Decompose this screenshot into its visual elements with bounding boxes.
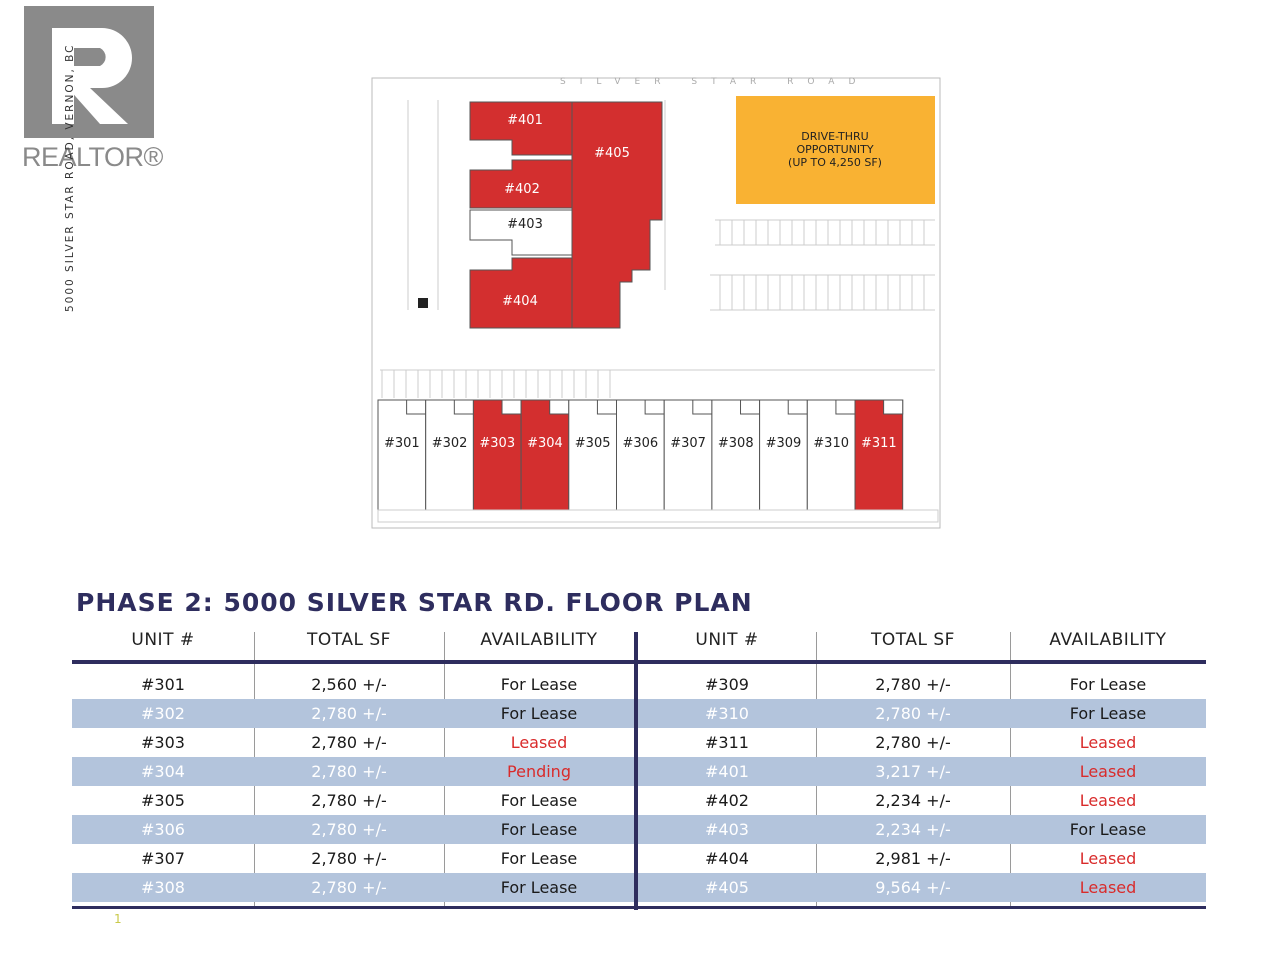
unit-label-405: #405 bbox=[594, 146, 630, 161]
table-cell-r-sf: 2,981 +/- bbox=[875, 849, 951, 868]
table-cell-l-unit: #308 bbox=[141, 878, 185, 897]
realtor-wordmark: REALTOR® bbox=[22, 142, 163, 172]
table-cell-r-unit: #309 bbox=[705, 675, 749, 694]
table-cell-r-avail: For Lease bbox=[1069, 704, 1147, 723]
table-cell-r-sf: 9,564 +/- bbox=[875, 878, 951, 897]
table-cell-l-avail: For Lease bbox=[500, 675, 578, 694]
header-sf-left: TOTAL SF bbox=[307, 630, 391, 650]
drive-thru-label-2: OPPORTUNITY bbox=[796, 143, 874, 156]
header-availability-right: AVAILABILITY bbox=[1049, 630, 1167, 650]
header-sf-right: TOTAL SF bbox=[871, 630, 955, 650]
table-cell-l-sf: 2,780 +/- bbox=[311, 791, 387, 810]
table-cell-r-sf: 2,780 +/- bbox=[875, 704, 951, 723]
unit-label-310: #310 bbox=[813, 436, 850, 451]
table-cell-r-unit: #401 bbox=[705, 762, 749, 781]
unit-label-306: #306 bbox=[622, 436, 659, 451]
table-row bbox=[72, 728, 1206, 757]
unit-label-401: #401 bbox=[507, 113, 543, 128]
unit-label-303: #303 bbox=[479, 436, 516, 451]
address-side-caption: 5000 SILVER STAR ROAD, VERNON, BC bbox=[64, 43, 76, 312]
table-cell-l-unit: #301 bbox=[141, 675, 185, 694]
unit-notch bbox=[836, 400, 855, 414]
unit-block-307 bbox=[664, 400, 712, 510]
unit-block-304 bbox=[521, 400, 569, 510]
table-cell-l-sf: 2,780 +/- bbox=[311, 733, 387, 752]
realtor-logo bbox=[24, 6, 154, 138]
table-cell-r-avail: For Lease bbox=[1069, 675, 1147, 694]
unit-label-402: #402 bbox=[504, 182, 540, 197]
unit-notch bbox=[454, 400, 473, 414]
table-cell-l-unit: #302 bbox=[141, 704, 185, 723]
unit-label-304: #304 bbox=[527, 436, 563, 451]
table-cell-l-sf: 2,780 +/- bbox=[311, 704, 387, 723]
table-cell-l-unit: #303 bbox=[141, 733, 185, 752]
transformer-marker bbox=[418, 298, 428, 308]
table-row bbox=[72, 844, 1206, 873]
table-cell-l-unit: #306 bbox=[141, 820, 185, 839]
unit-block-301 bbox=[378, 400, 426, 510]
header-availability-left: AVAILABILITY bbox=[480, 630, 598, 650]
table-cell-r-unit: #311 bbox=[705, 733, 749, 752]
drive-thru-label-1: DRIVE-THRU bbox=[801, 130, 869, 143]
unit-notch bbox=[502, 400, 521, 414]
road-label: SILVER STAR ROAD bbox=[560, 77, 870, 87]
table-row bbox=[72, 757, 1206, 786]
table-cell-r-avail: Leased bbox=[1079, 733, 1137, 752]
table-row bbox=[72, 873, 1206, 902]
table-cell-l-avail: For Lease bbox=[500, 704, 578, 723]
table-cell-l-avail: Pending bbox=[507, 762, 571, 781]
unit-notch bbox=[407, 400, 426, 414]
table-cell-l-sf: 2,780 +/- bbox=[311, 820, 387, 839]
unit-label-403: #403 bbox=[507, 217, 543, 232]
unit-label-309: #309 bbox=[765, 436, 802, 451]
table-cell-r-avail: For Lease bbox=[1069, 820, 1147, 839]
table-cell-r-sf: 2,234 +/- bbox=[875, 820, 951, 839]
unit-notch bbox=[645, 400, 664, 414]
availability-table bbox=[72, 626, 1206, 910]
unit-label-302: #302 bbox=[431, 436, 468, 451]
table-cell-r-avail: Leased bbox=[1079, 762, 1137, 781]
unit-block-305 bbox=[569, 400, 617, 510]
table-cell-l-unit: #307 bbox=[141, 849, 185, 868]
unit-notch bbox=[693, 400, 712, 414]
table-cell-r-unit: #402 bbox=[705, 791, 749, 810]
table-cell-l-unit: #305 bbox=[141, 791, 185, 810]
table-center-divider bbox=[634, 632, 638, 910]
sidewalk bbox=[378, 510, 938, 522]
unit-block-404 bbox=[470, 258, 572, 328]
table-cell-r-sf: 3,217 +/- bbox=[875, 762, 951, 781]
table-cell-l-sf: 2,780 +/- bbox=[311, 849, 387, 868]
table-cell-r-unit: #404 bbox=[705, 849, 749, 868]
table-row bbox=[72, 699, 1206, 728]
unit-notch bbox=[597, 400, 616, 414]
table-cell-l-avail: Leased bbox=[510, 733, 568, 752]
table-cell-r-sf: 2,780 +/- bbox=[875, 733, 951, 752]
table-bottom-rule bbox=[72, 906, 1206, 909]
unit-block-405 bbox=[572, 102, 662, 328]
table-row bbox=[72, 815, 1206, 844]
unit-block-302 bbox=[426, 400, 474, 510]
page-number: 1 bbox=[114, 912, 122, 926]
unit-label-308: #308 bbox=[717, 436, 754, 451]
table-row bbox=[72, 670, 1206, 699]
unit-label-404: #404 bbox=[502, 294, 538, 309]
unit-notch bbox=[741, 400, 760, 414]
unit-label-311: #311 bbox=[860, 436, 897, 451]
drive-thru-label-3: (UP TO 4,250 SF) bbox=[788, 156, 882, 169]
table-cell-l-sf: 2,780 +/- bbox=[311, 762, 387, 781]
unit-notch bbox=[550, 400, 569, 414]
table-cell-r-avail: Leased bbox=[1079, 849, 1137, 868]
header-rule bbox=[72, 660, 1206, 664]
table-cell-r-unit: #405 bbox=[705, 878, 749, 897]
table-cell-l-avail: For Lease bbox=[500, 820, 578, 839]
unit-block-311 bbox=[855, 400, 903, 510]
table-cell-l-unit: #304 bbox=[141, 762, 185, 781]
table-cell-l-avail: For Lease bbox=[500, 849, 578, 868]
table-cell-l-avail: For Lease bbox=[500, 878, 578, 897]
unit-notch bbox=[788, 400, 807, 414]
unit-label-305: #305 bbox=[574, 436, 611, 451]
table-cell-l-sf: 2,560 +/- bbox=[311, 675, 387, 694]
table-cell-r-avail: Leased bbox=[1079, 878, 1137, 897]
unit-label-301: #301 bbox=[383, 436, 420, 451]
table-cell-r-unit: #403 bbox=[705, 820, 749, 839]
unit-block-401 bbox=[470, 102, 572, 155]
unit-block-308 bbox=[712, 400, 760, 510]
unit-notch bbox=[884, 400, 903, 414]
unit-block-310 bbox=[807, 400, 855, 510]
header-unit-right: UNIT # bbox=[695, 630, 759, 650]
page-title: PHASE 2: 5000 SILVER STAR RD. FLOOR PLAN bbox=[76, 588, 753, 617]
site-plan bbox=[360, 70, 950, 540]
table-cell-l-sf: 2,780 +/- bbox=[311, 878, 387, 897]
header-unit-left: UNIT # bbox=[131, 630, 195, 650]
unit-block-309 bbox=[760, 400, 808, 510]
table-cell-l-avail: For Lease bbox=[500, 791, 578, 810]
table-cell-r-sf: 2,234 +/- bbox=[875, 791, 951, 810]
unit-block-306 bbox=[617, 400, 665, 510]
table-cell-r-avail: Leased bbox=[1079, 791, 1137, 810]
unit-block-303 bbox=[473, 400, 521, 510]
table-cell-r-unit: #310 bbox=[705, 704, 749, 723]
table-row bbox=[72, 786, 1206, 815]
table-cell-r-sf: 2,780 +/- bbox=[875, 675, 951, 694]
unit-label-307: #307 bbox=[670, 436, 706, 451]
